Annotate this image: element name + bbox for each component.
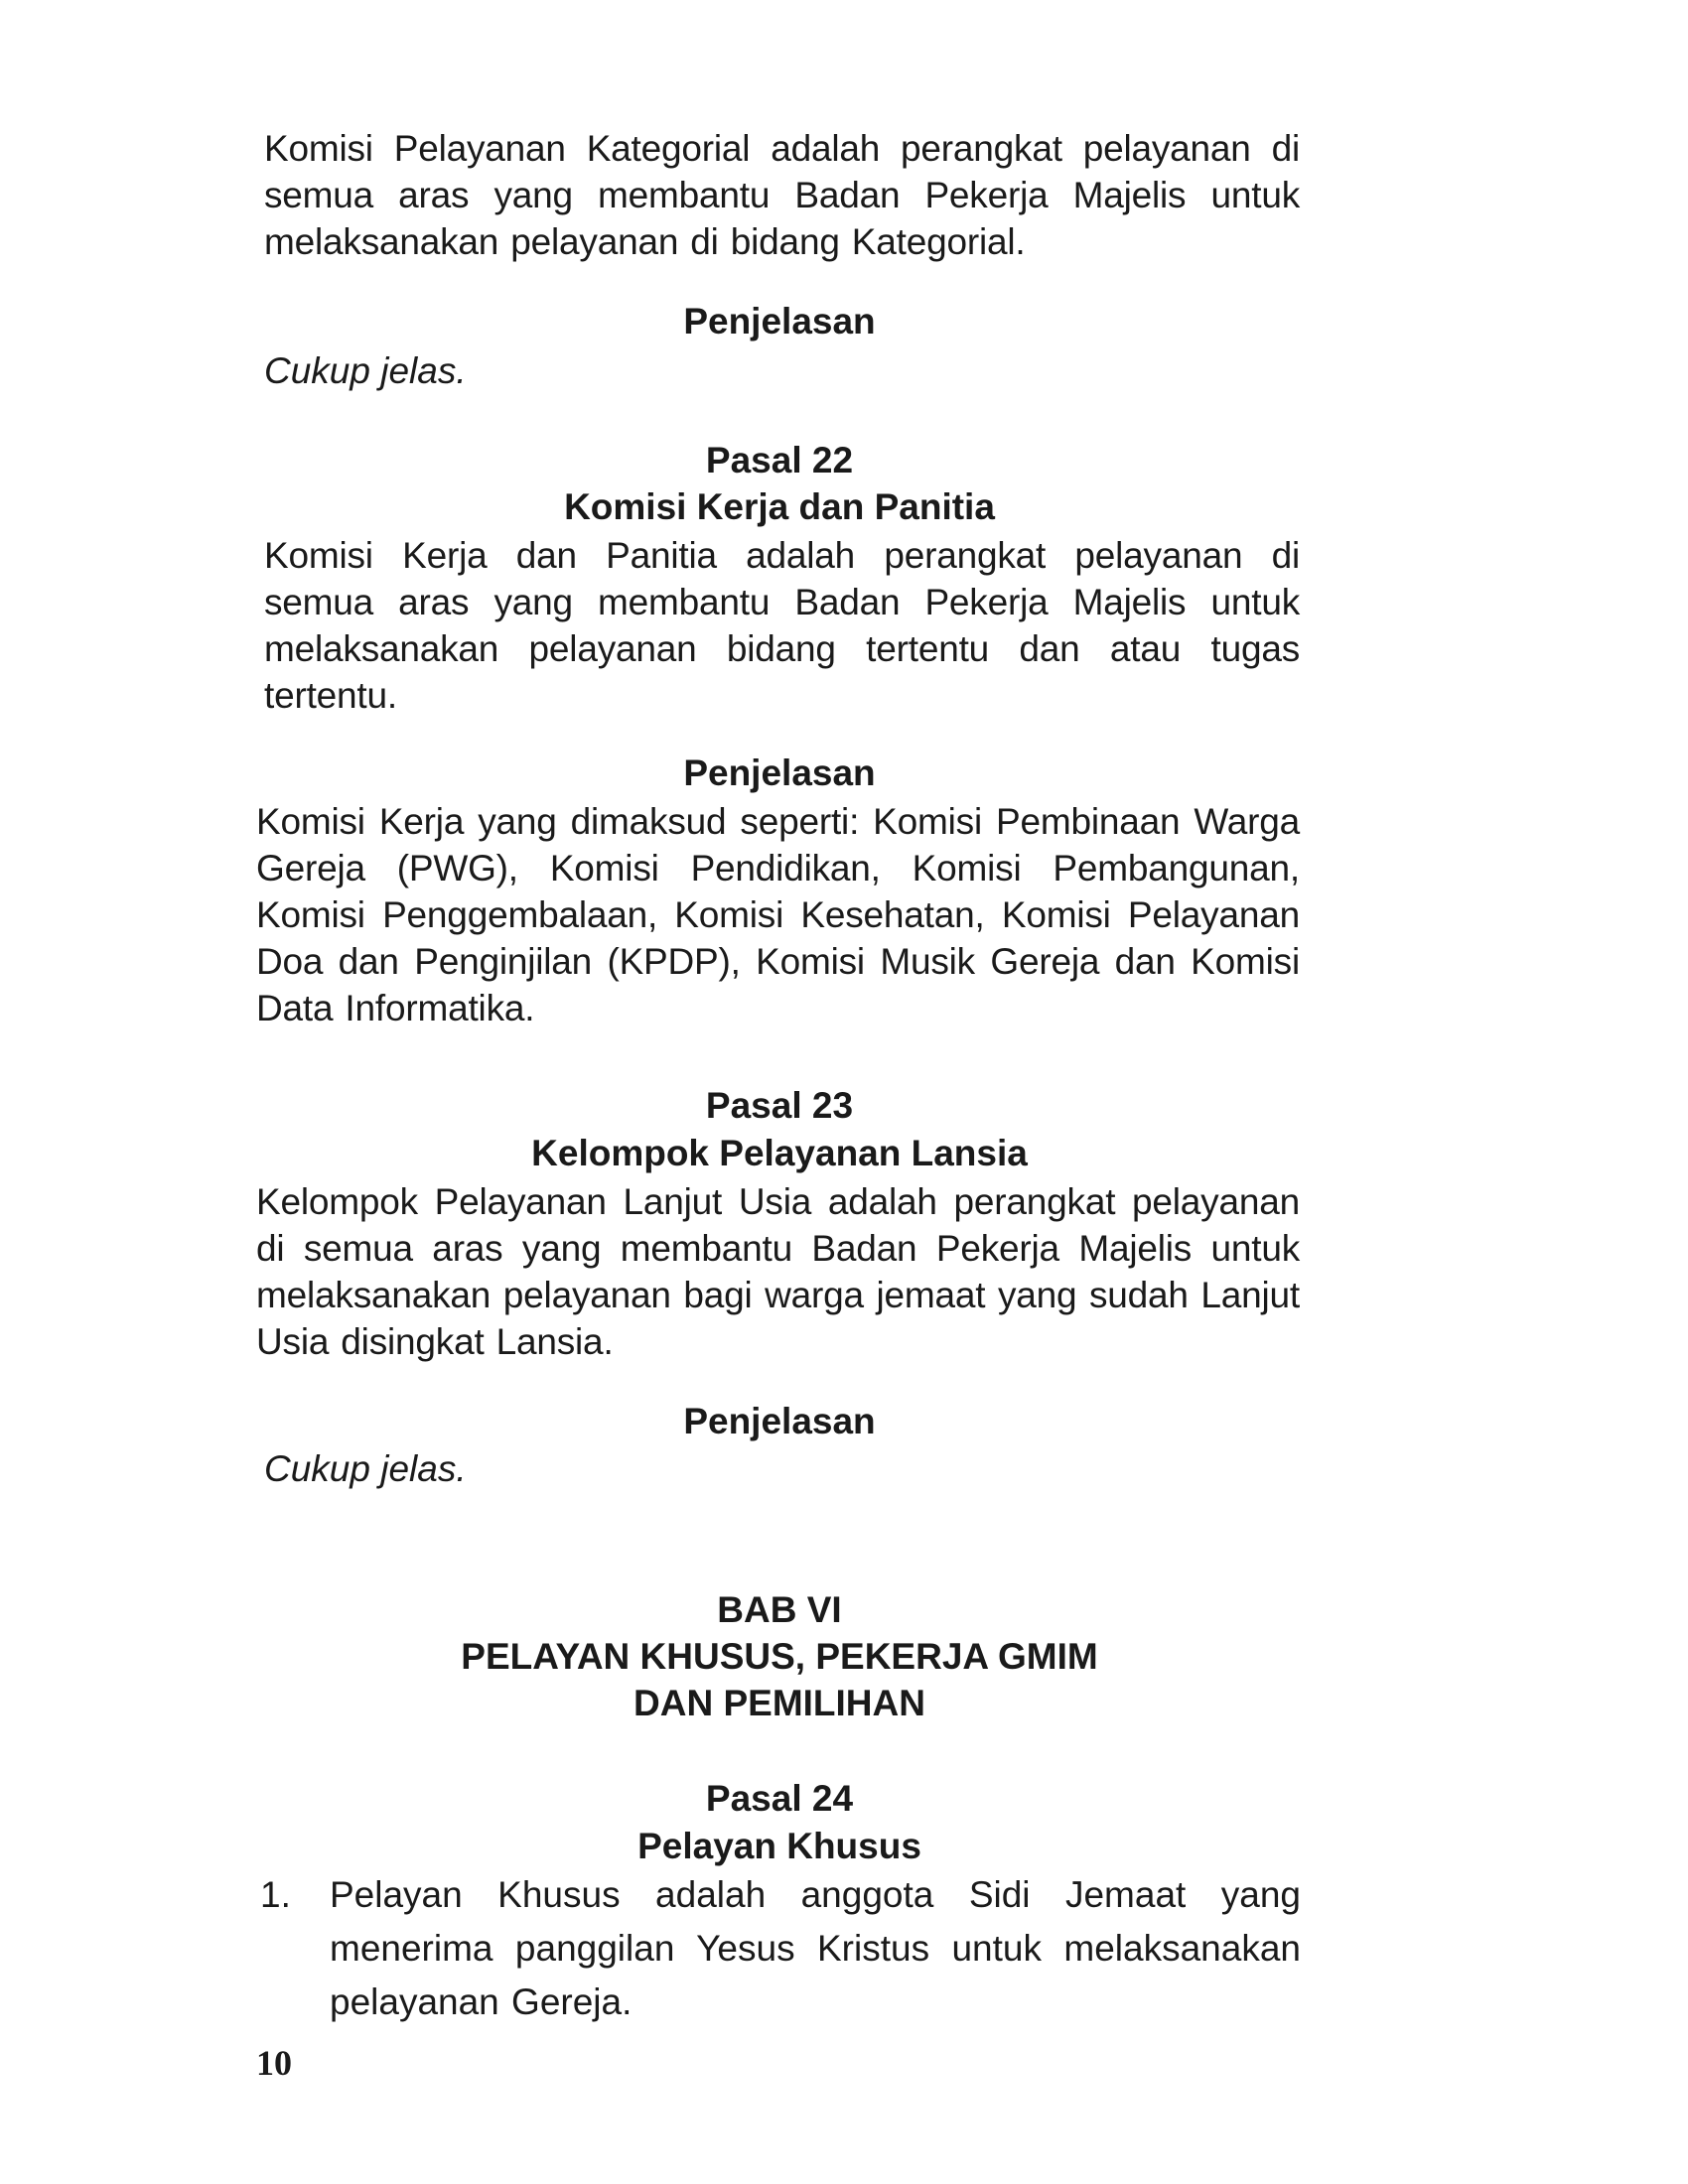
explanation-heading: Penjelasan — [683, 301, 876, 341]
intro-paragraph: Komisi Pelayanan Kategorial adalah perangkat pelayanan di semua aras yang membantu Badan Pekerja Majelis untuk melaksanakan pelayanan di bidang Kategorial. — [264, 128, 1300, 262]
pasal-23-title: Kelompok Pelayanan Lansia — [531, 1133, 1028, 1173]
pasal-24-title: Pelayan Khusus — [637, 1826, 921, 1866]
pasal-22-explanation-heading: Penjelasan — [683, 752, 876, 793]
pasal-23-explanation-text: Cukup jelas. — [264, 1448, 467, 1489]
chapter-label: BAB VI — [717, 1589, 842, 1630]
list-item — [260, 1868, 1301, 2037]
pasal-24-number: Pasal 24 — [705, 1778, 854, 1819]
pasal-23-number: Pasal 23 — [705, 1085, 854, 1126]
pasal-23-body: Kelompok Pelayanan Lanjut Usia adalah perangkat pelayanan di semua aras yang membantu Badan Pekerja Majelis untuk melaksanakan pelayanan bagi warga jemaat yang sudah Lanjut Usia disingkat Lansia. — [256, 1181, 1300, 1362]
pasal-22-number: Pasal 22 — [705, 440, 854, 480]
pasal-22-title: Komisi Kerja dan Panitia — [564, 486, 995, 527]
pasal-22-explanation-text: Komisi Kerja yang dimaksud seperti: Komisi Pembinaan Warga Gereja (PWG), Komisi Pendidikan, Komisi Pembangunan, Komisi Penggembalaan, Komisi Kesehatan, Komisi Pelayanan Doa dan Penginjilan (KPDP), Komisi Musik Gereja dan Komisi Data Informatika. — [256, 801, 1300, 1028]
explanation-text: Cukup jelas. — [264, 350, 467, 391]
list-item-number: 1. — [260, 1874, 291, 1915]
pasal-23-explanation-heading: Penjelasan — [683, 1401, 876, 1441]
pasal-22-body: Komisi Kerja dan Panitia adalah perangkat pelayanan di semua aras yang membantu Badan Pekerja Majelis untuk melaksanakan pelayanan bidang tertentu dan atau tugas tertentu. — [264, 535, 1300, 716]
chapter-title-line-2: DAN PEMILIHAN — [633, 1683, 925, 1723]
list-item-text: Pelayan Khusus adalah anggota Sidi Jemaat yang menerima panggilan Yesus Kristus untuk melaksanakan pelayanan Gereja. — [330, 1874, 1301, 2022]
chapter-title-line-1: PELAYAN KHUSUS, PEKERJA GMIM — [461, 1636, 1098, 1677]
page-number: 10 — [256, 2043, 292, 2083]
